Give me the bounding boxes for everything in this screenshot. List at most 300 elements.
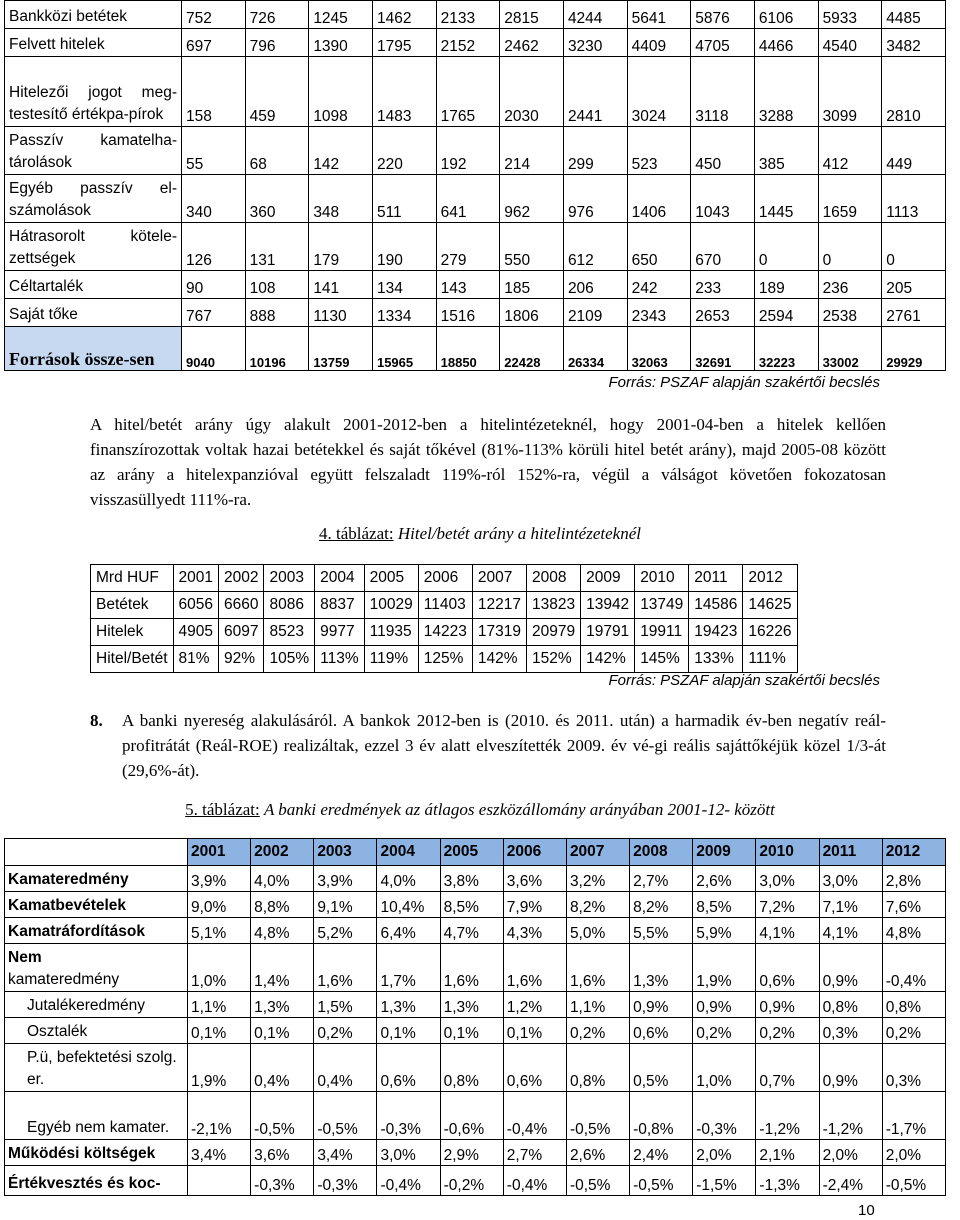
- table-cell: 6,4%: [377, 918, 440, 944]
- table-cell: -1,2%: [756, 1092, 819, 1140]
- table-cell: 1765: [436, 57, 500, 127]
- table-cell: 2343: [627, 299, 691, 327]
- table-row: [5, 944, 946, 992]
- table-cell: 1113: [882, 175, 946, 223]
- table-cell: 1098: [309, 57, 373, 127]
- table-cell: 6106: [754, 1, 818, 29]
- table-cell: 113%: [315, 646, 365, 673]
- table-cell: 612: [563, 223, 627, 271]
- table-cell: 126: [182, 223, 246, 271]
- table-cell: 976: [563, 175, 627, 223]
- row-label: Hitelek: [91, 619, 174, 646]
- table-cell: 2,0%: [882, 1140, 945, 1166]
- table-cell: 9,1%: [314, 892, 377, 918]
- row-label-rest: kamateredmény: [8, 971, 120, 988]
- table-cell: 4,7%: [440, 918, 503, 944]
- table-cell: -0,3%: [693, 1092, 756, 1140]
- table-cell: 2538: [818, 299, 882, 327]
- table-cell: 2152: [436, 29, 500, 57]
- table-cell: -0,4%: [882, 944, 945, 992]
- table-cell: 1130: [309, 299, 373, 327]
- table-cell: -0,4%: [377, 1166, 440, 1196]
- table-cell: 141: [309, 271, 373, 299]
- column-header: 2011: [819, 839, 882, 866]
- table-cell: 11935: [364, 619, 418, 646]
- column-header: 2005: [440, 839, 503, 866]
- table-cell: 0,2%: [756, 1018, 819, 1044]
- table-cell: 1334: [372, 299, 436, 327]
- table-cell: 134: [372, 271, 436, 299]
- table-row: [5, 918, 946, 944]
- table-cell: 1462: [372, 1, 436, 29]
- row-label: Céltartalék: [5, 271, 182, 299]
- column-header: 2006: [503, 839, 566, 866]
- table-cell: 11403: [418, 592, 472, 619]
- table-cell: 0,6%: [503, 1044, 566, 1092]
- header-row: [5, 839, 946, 866]
- row-label: Kamateredmény: [5, 866, 188, 892]
- table-cell: 3,0%: [377, 1140, 440, 1166]
- table-cell: 14223: [418, 619, 472, 646]
- table-cell: 10,4%: [377, 892, 440, 918]
- table-cell: 5,2%: [314, 918, 377, 944]
- table-cell: 68: [245, 127, 309, 175]
- table-cell: 185: [500, 271, 564, 299]
- row-label-bold-part: Nem: [8, 949, 42, 966]
- table-row: [5, 1044, 946, 1092]
- row-label: Hitel/Betét: [91, 646, 174, 673]
- table-cell: 5,0%: [566, 918, 629, 944]
- table-cell: 0,4%: [314, 1044, 377, 1092]
- table-cell: 1,3%: [251, 992, 314, 1018]
- table-cell: 2030: [500, 57, 564, 127]
- table-row: [5, 299, 946, 327]
- table-cell: 2109: [563, 299, 627, 327]
- paragraph-loan-deposit-ratio: A hitel/betét arány úgy alakult 2001-2012-ben a hitelintézeteknél, hogy 2001-04-ben a hitelek kellően finanszírozottak voltak hazai betétekkel és saját tőkével (81%-113% körüli hitel betét arány), majd 2005-08 között az arány a hitelexpanzióval együtt felszaladt 119%-ról 152%-ra, végül a válságot követően fokozatosan visszasüllyedt 111%-ra.: [90, 415, 886, 509]
- table-cell: 3230: [563, 29, 627, 57]
- table-cell: 0: [818, 223, 882, 271]
- table-cell: 111%: [743, 646, 797, 673]
- table-cell: 4466: [754, 29, 818, 57]
- table-cell: 1,3%: [630, 944, 693, 992]
- table-cell: 1795: [372, 29, 436, 57]
- row-label: Hátrasorolt kötele-zettségek: [5, 223, 182, 271]
- row-label: Egyéb passzív el-számolások: [5, 175, 182, 223]
- column-header: 2005: [364, 565, 418, 592]
- page-number: 10: [858, 1202, 875, 1219]
- row-label: Betétek: [91, 592, 174, 619]
- table-cell: 14586: [689, 592, 743, 619]
- table-cell: 4905: [173, 619, 218, 646]
- row-label: Bankközi betétek: [5, 1, 182, 29]
- loan-deposit-table: [90, 564, 798, 673]
- row-label: Osztalék: [5, 1018, 188, 1044]
- table-cell: 450: [691, 127, 755, 175]
- table-cell: 7,2%: [756, 892, 819, 918]
- table-cell: -0,3%: [314, 1166, 377, 1196]
- table-cell: 2,6%: [566, 1140, 629, 1166]
- table-cell: 2815: [500, 1, 564, 29]
- table-cell: 0,9%: [819, 944, 882, 992]
- table-cell: 0,3%: [882, 1044, 945, 1092]
- column-header: 2012: [882, 839, 945, 866]
- table-cell: 242: [627, 271, 691, 299]
- table-cell: -0,5%: [882, 1166, 945, 1196]
- column-header: 2004: [377, 839, 440, 866]
- table-cell: 1,4%: [251, 944, 314, 992]
- table-cell: -0,4%: [503, 1166, 566, 1196]
- row-label: Felvett hitelek: [5, 29, 182, 57]
- table-cell: 888: [245, 299, 309, 327]
- table-cell: 1,6%: [440, 944, 503, 992]
- table-cell: 4,8%: [251, 918, 314, 944]
- table-cell: 412: [818, 127, 882, 175]
- table-cell: -0,5%: [251, 1092, 314, 1140]
- table-cell: -0,8%: [630, 1092, 693, 1140]
- column-header: 2002: [219, 565, 264, 592]
- table-cell: 1,1%: [566, 992, 629, 1018]
- table-cell: 2,7%: [503, 1140, 566, 1166]
- table-cell: 299: [563, 127, 627, 175]
- table-cell: 6097: [219, 619, 264, 646]
- table-cell: 3,6%: [503, 866, 566, 892]
- table-cell: 0: [882, 223, 946, 271]
- table-cell: 1,0%: [188, 944, 251, 992]
- table-cell: 1483: [372, 57, 436, 127]
- table-cell: 12217: [472, 592, 526, 619]
- column-header: 2012: [743, 565, 797, 592]
- table-cell: 32063: [627, 327, 691, 371]
- table-cell: 4409: [627, 29, 691, 57]
- table4-caption: [0, 524, 960, 544]
- section-text: A banki nyereség alakulásáról. A bankok 2012-ben is (2010. és 2011. után) a harmadik év-ben negatív reál-profitrátát (Reál-ROE) realizáltak, ezzel 3 év alatt elveszítették 2009. év vé-gi reális sajáttőkéjük közel 1/3-át (29,6%-át).: [122, 711, 886, 780]
- table-cell: 8837: [315, 592, 365, 619]
- table-cell: 752: [182, 1, 246, 29]
- table-cell: 18850: [436, 327, 500, 371]
- table-cell: 5641: [627, 1, 691, 29]
- table-cell: 1,3%: [440, 992, 503, 1018]
- table-cell: 205: [882, 271, 946, 299]
- table-cell: 7,1%: [819, 892, 882, 918]
- column-header: 2001: [173, 565, 218, 592]
- table-row: [5, 271, 946, 299]
- table-cell: 4540: [818, 29, 882, 57]
- table-cell: -2,4%: [819, 1166, 882, 1196]
- table-row: [5, 57, 946, 127]
- table5-caption: [0, 800, 960, 820]
- table-cell: 0,2%: [314, 1018, 377, 1044]
- table-cell: 1406: [627, 175, 691, 223]
- table-cell: 2653: [691, 299, 755, 327]
- table-cell: 0,2%: [882, 1018, 945, 1044]
- table-cell: 3,4%: [188, 1140, 251, 1166]
- table-cell: 19791: [581, 619, 635, 646]
- table-cell: 20979: [526, 619, 580, 646]
- table-cell: 8,5%: [693, 892, 756, 918]
- table-cell: 0,9%: [630, 992, 693, 1018]
- table-cell: 0,1%: [188, 1018, 251, 1044]
- table-cell: 2441: [563, 57, 627, 127]
- table-cell: 2462: [500, 29, 564, 57]
- table-cell: 1390: [309, 29, 373, 57]
- table-cell: 152%: [526, 646, 580, 673]
- column-header: 2003: [314, 839, 377, 866]
- section-8-paragraph: [90, 708, 886, 783]
- table-cell: 33002: [818, 327, 882, 371]
- table-cell: 145%: [635, 646, 689, 673]
- row-label: Működési költségek: [5, 1140, 188, 1166]
- table-cell: 3482: [882, 29, 946, 57]
- table-cell: 0,4%: [251, 1044, 314, 1092]
- table-cell: -1,7%: [882, 1092, 945, 1140]
- table-cell: 1245: [309, 1, 373, 29]
- table-cell: 6660: [219, 592, 264, 619]
- table-cell: 1,0%: [693, 1044, 756, 1092]
- table-cell: 3099: [818, 57, 882, 127]
- table-cell: 8,5%: [440, 892, 503, 918]
- table-cell: -2,1%: [188, 1092, 251, 1140]
- table-cell: 2594: [754, 299, 818, 327]
- table-cell: 81%: [173, 646, 218, 673]
- table-cell: 3,2%: [566, 866, 629, 892]
- table-cell: 0,8%: [882, 992, 945, 1018]
- table-cell: 6056: [173, 592, 218, 619]
- row-label: Saját tőke: [5, 299, 182, 327]
- table-row: [91, 592, 798, 619]
- table-cell: 7,9%: [503, 892, 566, 918]
- column-header: 2011: [689, 565, 743, 592]
- table-cell: 13942: [581, 592, 635, 619]
- table-row: [5, 1092, 946, 1140]
- column-header: 2008: [630, 839, 693, 866]
- table-cell: 0,6%: [377, 1044, 440, 1092]
- table-cell: 0,8%: [819, 992, 882, 1018]
- table-cell: 2,8%: [882, 866, 945, 892]
- table-cell: 796: [245, 29, 309, 57]
- column-header: 2007: [472, 565, 526, 592]
- column-header: Mrd HUF: [91, 565, 174, 592]
- table-cell: 1,7%: [377, 944, 440, 992]
- table-cell: 962: [500, 175, 564, 223]
- column-header: 2004: [315, 565, 365, 592]
- table-cell: 8086: [264, 592, 315, 619]
- table-cell: 0,7%: [756, 1044, 819, 1092]
- table-cell: 2,7%: [630, 866, 693, 892]
- table-cell: 5,1%: [188, 918, 251, 944]
- bank-results-table: [4, 838, 946, 1196]
- total-label: Források össze-sen: [5, 327, 182, 371]
- table-cell: 206: [563, 271, 627, 299]
- table-cell: 189: [754, 271, 818, 299]
- table-cell: 133%: [689, 646, 743, 673]
- table-cell: 5,5%: [630, 918, 693, 944]
- table-cell: 5876: [691, 1, 755, 29]
- table-cell: -1,5%: [693, 1166, 756, 1196]
- table-cell: 19423: [689, 619, 743, 646]
- table-cell: 4705: [691, 29, 755, 57]
- table-cell: -0,5%: [314, 1092, 377, 1140]
- table5-caption-title: A banki eredmények az átlagos eszközállomány arányában 2001-12- között: [263, 800, 775, 819]
- table-cell: 523: [627, 127, 691, 175]
- table-cell: 4,0%: [377, 866, 440, 892]
- table-cell: [188, 1166, 251, 1196]
- table-cell: 131: [245, 223, 309, 271]
- table-cell: 8,2%: [630, 892, 693, 918]
- row-label: Passzív kamatelha-tárolások: [5, 127, 182, 175]
- table-cell: 13759: [309, 327, 373, 371]
- table-cell: 0,2%: [566, 1018, 629, 1044]
- table-cell: 13749: [635, 592, 689, 619]
- table-cell: 17319: [472, 619, 526, 646]
- table-cell: 13823: [526, 592, 580, 619]
- table-cell: 158: [182, 57, 246, 127]
- table-cell: -0,3%: [251, 1166, 314, 1196]
- table-cell: -0,5%: [566, 1092, 629, 1140]
- table-cell: 32223: [754, 327, 818, 371]
- table-cell: 0,6%: [756, 944, 819, 992]
- table-cell: 0,9%: [819, 1044, 882, 1092]
- table-cell: 3,8%: [440, 866, 503, 892]
- column-header: 2006: [418, 565, 472, 592]
- column-header: 2008: [526, 565, 580, 592]
- table-cell: 4,1%: [819, 918, 882, 944]
- table2-source-note: Forrás: PSZAF alapján szakértői becslés: [608, 672, 880, 689]
- table-row: [5, 1166, 946, 1196]
- table-cell: 14625: [743, 592, 797, 619]
- table-row: [5, 1140, 946, 1166]
- table-cell: 19911: [635, 619, 689, 646]
- table-row: [5, 1018, 946, 1044]
- header-row: [91, 565, 798, 592]
- table-row: [5, 892, 946, 918]
- table-cell: 3024: [627, 57, 691, 127]
- row-label: Jutalékeredmény: [5, 992, 188, 1018]
- table-cell: 385: [754, 127, 818, 175]
- table4-caption-title: Hitel/betét arány a hitelintézeteknél: [397, 524, 641, 543]
- sources-table: [4, 0, 946, 371]
- column-header: 2001: [188, 839, 251, 866]
- total-row: [5, 327, 946, 371]
- table-row: [5, 175, 946, 223]
- table-cell: 0,1%: [377, 1018, 440, 1044]
- table-cell: 4,1%: [756, 918, 819, 944]
- table-cell: 3118: [691, 57, 755, 127]
- table-cell: 55: [182, 127, 246, 175]
- table-cell: 1,9%: [693, 944, 756, 992]
- table-cell: 767: [182, 299, 246, 327]
- table-cell: 2761: [882, 299, 946, 327]
- column-header: 2007: [566, 839, 629, 866]
- table-cell: -0,4%: [503, 1092, 566, 1140]
- table-cell: 29929: [882, 327, 946, 371]
- table-cell: 2,4%: [630, 1140, 693, 1166]
- table-row: [5, 29, 946, 57]
- table-cell: 142: [309, 127, 373, 175]
- table-cell: 697: [182, 29, 246, 57]
- table-cell: 8,2%: [566, 892, 629, 918]
- table-cell: 340: [182, 175, 246, 223]
- table5-caption-number: 5. táblázat:: [185, 800, 260, 819]
- table-row: [91, 646, 798, 673]
- table-cell: 1,5%: [314, 992, 377, 1018]
- table-cell: 4485: [882, 1, 946, 29]
- table-cell: 233: [691, 271, 755, 299]
- table-cell: 15965: [372, 327, 436, 371]
- table-cell: -0,2%: [440, 1166, 503, 1196]
- table-cell: 9040: [182, 327, 246, 371]
- table-cell: 5,9%: [693, 918, 756, 944]
- table-cell: 142%: [581, 646, 635, 673]
- table-cell: 1,9%: [188, 1044, 251, 1092]
- table-cell: 0,1%: [440, 1018, 503, 1044]
- table-cell: 143: [436, 271, 500, 299]
- table-cell: 16226: [743, 619, 797, 646]
- table-cell: 348: [309, 175, 373, 223]
- table-cell: 1516: [436, 299, 500, 327]
- row-label: Egyéb nem kamater.: [5, 1092, 188, 1140]
- table-row: [5, 127, 946, 175]
- table-cell: 0,3%: [819, 1018, 882, 1044]
- table-cell: 4,8%: [882, 918, 945, 944]
- table-cell: 9977: [315, 619, 365, 646]
- table-cell: 0,8%: [566, 1044, 629, 1092]
- table-cell: 0,5%: [630, 1044, 693, 1092]
- table-cell: 220: [372, 127, 436, 175]
- table-row: [5, 992, 946, 1018]
- table-cell: 3,0%: [756, 866, 819, 892]
- table-cell: 511: [372, 175, 436, 223]
- table-cell: 179: [309, 223, 373, 271]
- table-cell: 4,3%: [503, 918, 566, 944]
- table-cell: 5933: [818, 1, 882, 29]
- table-row: [5, 223, 946, 271]
- table-cell: 2810: [882, 57, 946, 127]
- row-label: Kamatráfordítások: [5, 918, 188, 944]
- table-cell: 214: [500, 127, 564, 175]
- table-cell: 1,6%: [566, 944, 629, 992]
- table-cell: 8523: [264, 619, 315, 646]
- corner-cell: [5, 839, 188, 866]
- table-cell: 0,6%: [630, 1018, 693, 1044]
- table-cell: 3,9%: [314, 866, 377, 892]
- table-cell: 279: [436, 223, 500, 271]
- table-cell: 0: [754, 223, 818, 271]
- table-cell: 10029: [364, 592, 418, 619]
- table-cell: 0,8%: [440, 1044, 503, 1092]
- table-row: [5, 1, 946, 29]
- table-cell: 0,1%: [503, 1018, 566, 1044]
- table-cell: 7,6%: [882, 892, 945, 918]
- table-cell: 726: [245, 1, 309, 29]
- table-cell: 2,1%: [756, 1140, 819, 1166]
- table-cell: 10196: [245, 327, 309, 371]
- table-cell: -1,3%: [756, 1166, 819, 1196]
- row-label: Kamatbevételek: [5, 892, 188, 918]
- table-cell: 1,1%: [188, 992, 251, 1018]
- column-header: 2010: [635, 565, 689, 592]
- table-cell: 550: [500, 223, 564, 271]
- row-label: Hitelezői jogot meg-testesítő értékpa-pírok: [5, 57, 182, 127]
- table-cell: 0,9%: [756, 992, 819, 1018]
- table-cell: -1,2%: [819, 1092, 882, 1140]
- table-row: [5, 866, 946, 892]
- table-cell: 1043: [691, 175, 755, 223]
- table-cell: 1,6%: [503, 944, 566, 992]
- section-number: 8.: [90, 711, 103, 730]
- table-cell: 105%: [264, 646, 315, 673]
- table-cell: 1,6%: [314, 944, 377, 992]
- table-cell: 192: [436, 127, 500, 175]
